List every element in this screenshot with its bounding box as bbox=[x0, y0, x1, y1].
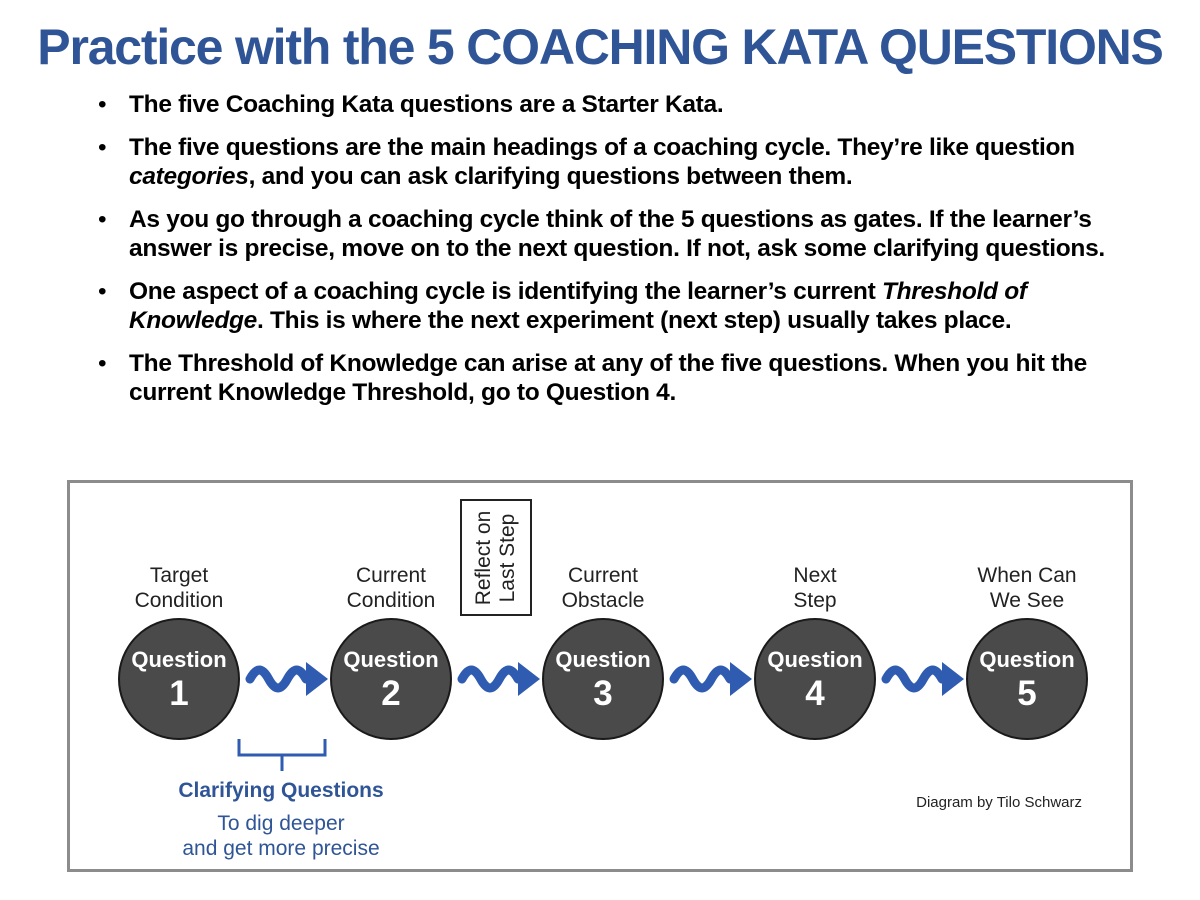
question-1-label-line: Condition bbox=[134, 589, 224, 612]
arrow-head bbox=[730, 662, 752, 696]
question-number: 1 bbox=[169, 674, 189, 713]
question-number: 2 bbox=[381, 674, 401, 713]
question-word: Question bbox=[131, 647, 227, 672]
question-word: Question bbox=[979, 647, 1075, 672]
question-5-label-line: When Can bbox=[977, 564, 1077, 587]
bullet-text: , and you can ask clarifying questions between them. bbox=[248, 163, 853, 190]
bullet-text: One aspect of a coaching cycle is identifying the learner’s current bbox=[129, 278, 882, 305]
question-5-label bbox=[942, 563, 1112, 613]
clarifying-sub-line2: and get more precise bbox=[182, 837, 380, 860]
question-4-label-line: Step bbox=[793, 589, 837, 612]
arrow-head bbox=[942, 662, 964, 696]
question-word: Question bbox=[555, 647, 651, 672]
coaching-diagram bbox=[67, 480, 1133, 872]
question-5-label-line: We See bbox=[989, 589, 1065, 612]
question-2-label-line: Condition bbox=[346, 589, 436, 612]
bullet-text: The Threshold of Knowledge can arise at any of the five questions. When you hit the current Knowledge Threshold, go to Question 4. bbox=[129, 350, 1087, 406]
question-3-label-line: Obstacle bbox=[561, 589, 645, 612]
question-5-circle bbox=[966, 618, 1088, 740]
arrow-head bbox=[306, 662, 328, 696]
question-3-label bbox=[518, 563, 688, 613]
diagram-credit: Diagram by Tilo Schwarz bbox=[916, 794, 1082, 811]
question-number: 3 bbox=[593, 674, 613, 713]
bullet-item bbox=[96, 349, 1116, 407]
bullet-text: The five Coaching Kata questions are a Starter Kata. bbox=[129, 91, 724, 118]
question-3-label-line: Current bbox=[567, 564, 639, 587]
clarifying-bracket bbox=[239, 739, 325, 771]
question-1-label-line: Target bbox=[149, 564, 209, 587]
arrow-squiggle bbox=[674, 670, 730, 688]
arrow-squiggle bbox=[462, 670, 518, 688]
arrow-head bbox=[518, 662, 540, 696]
question-word: Question bbox=[343, 647, 439, 672]
clarifying-heading: Clarifying Questions bbox=[178, 779, 384, 802]
arrow-squiggle bbox=[250, 670, 306, 688]
question-2-label-line: Current bbox=[355, 564, 427, 587]
bullet-dot: • bbox=[98, 134, 107, 161]
arrow-squiggle bbox=[886, 670, 942, 688]
bullet-item bbox=[96, 133, 1116, 191]
bullet-text: categories bbox=[129, 163, 249, 190]
bullet-text: As you go through a coaching cycle think of the 5 questions as gates. If the learner’s answer is precise, move on to the next question. If not, ask some clarifying questions. bbox=[129, 206, 1105, 262]
bullet-item bbox=[96, 205, 1116, 263]
bullet-text: . This is where the next experiment (next step) usually takes place. bbox=[256, 307, 1012, 334]
bullet-dot: • bbox=[98, 91, 107, 118]
bullet-dot: • bbox=[98, 350, 107, 377]
bullet-text: The five questions are the main headings of a coaching cycle. They’re like question bbox=[129, 134, 1075, 161]
question-4-circle bbox=[754, 618, 876, 740]
question-1-circle bbox=[118, 618, 240, 740]
question-word: Question bbox=[767, 647, 863, 672]
question-number: 5 bbox=[1017, 674, 1037, 713]
clarifying-subtext bbox=[156, 811, 406, 861]
question-number: 4 bbox=[805, 674, 825, 713]
bullet-dot: • bbox=[98, 278, 107, 305]
reflect-box bbox=[460, 499, 532, 616]
question-1-label bbox=[94, 563, 264, 613]
bullet-dot: • bbox=[98, 206, 107, 233]
bullet-item bbox=[96, 90, 1116, 119]
question-4-label-line: Next bbox=[793, 564, 837, 587]
question-2-circle bbox=[330, 618, 452, 740]
question-2-label bbox=[306, 563, 476, 613]
question-3-circle bbox=[542, 618, 664, 740]
bullet-item bbox=[96, 277, 1116, 335]
reflect-label: Reflect on Last Step bbox=[472, 510, 519, 605]
page-title: Practice with the 5 COACHING KATA QUESTIONS bbox=[37, 19, 1163, 75]
bullet-text: Threshold of Knowledge bbox=[129, 278, 1027, 334]
question-4-label bbox=[730, 563, 900, 613]
clarifying-sub-line1: To dig deeper bbox=[217, 812, 345, 835]
bullet-list bbox=[96, 90, 1116, 421]
